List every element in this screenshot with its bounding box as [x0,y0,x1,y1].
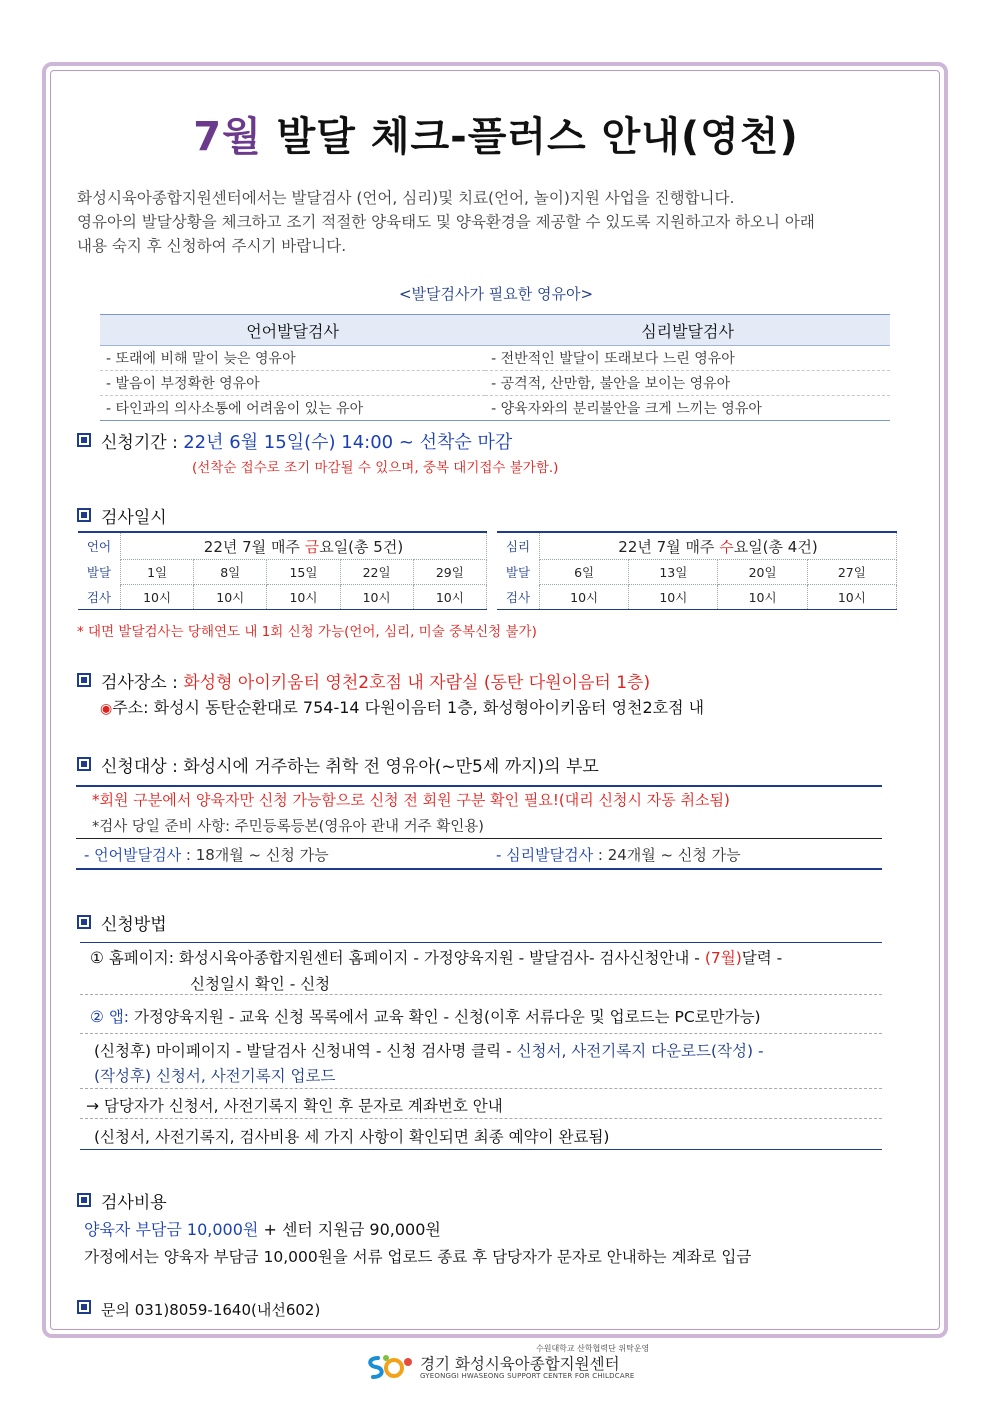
schedule-side: 발달 [86,565,112,580]
cost-line-1 [84,1217,441,1240]
need-cell: - 양육자와의 분리불안을 크게 느끼는 영유아 [485,396,890,421]
cost-parent-share: 양육자 부담금 10,000원 [84,1220,259,1239]
date-cell: 6일 [540,560,629,585]
cost-heading [77,1188,167,1213]
need-cell: - 공격적, 산만함, 불안을 보이는 영유아 [485,371,890,396]
method-1-text: ① 홈페이지: 화성시육아종합지원센터 홈페이지 - 가정양육지원 - 발달검사- 검사신청안내 - [90,949,705,967]
square-bullet-icon [77,433,91,447]
schedule-header-day: 금 [304,537,320,556]
cost-line-2: 가정에서는 양육자 부담금 10,000원을 서류 업로드 종료 후 담당자가 문자로 안내하는 계좌로 입금 [84,1248,752,1266]
schedule-header-pre: 22년 7월 매주 [203,537,305,556]
target-psy-age: : 24개월 ~ 신청 가능 [593,846,741,864]
target-note-1: *회원 구분에서 양육자만 신청 가능함으로 신청 전 회원 구분 확인 필요!(대리 신청시 자동 취소됨) [92,791,730,809]
method-4: → 담당자가 신청서, 사전기록지 확인 후 문자로 계좌번호 안내 [86,1097,503,1115]
apply-period-value: 22년 6월 15일(수) 14:00 ~ 선착순 마감 [183,432,513,453]
apply-period-label: 신청기간 : [101,433,178,453]
need-table [100,314,890,421]
date-cell: 8일 [194,560,267,585]
divider [76,785,882,787]
address-label: 주소: [112,698,149,717]
schedule-table-psy [497,531,897,610]
time-cell: 10시 [194,585,267,610]
title-text: 발달 체크-플러스 안내(영천) [276,114,799,160]
time-cell: 10시 [807,585,896,610]
method-1-month: (7월) [704,949,742,967]
method-2-text: 가정양육지원 - 교육 신청 목록에서 교육 확인 - 신청(이후 서류다운 및 업로드는 PC로만가능) [129,1008,761,1026]
schedule-side: 검사 [505,589,531,605]
radio-dot-icon: ◉ [100,701,113,717]
footer-operator: 수원대학교 산학협력단 위탁운영 [536,1344,650,1353]
contact [77,1299,320,1320]
date-cell: 1일 [121,560,194,585]
need-cell: - 또래에 비해 말이 늦은 영유아 [100,346,485,371]
schedule-header-pre: 22년 7월 매주 [618,537,720,556]
date-cell: 13일 [629,560,718,585]
table-row [100,371,890,396]
address-value: 화성시 동탄순환대로 754-14 다원이음터 1층, 화성형아이키움터 영천2호점 내 [153,698,705,717]
schedule-header-post: 요일(총 5건) [319,537,404,556]
schedule-header-day: 수 [719,537,734,556]
time-cell: 10시 [121,585,194,610]
divider [76,838,882,839]
date-cell: 22일 [340,560,413,585]
date-cell: 27일 [807,560,896,585]
need-heading: <발달검사가 필요한 영유아> [398,285,594,303]
method-5: (신청서, 사전기록지, 검사비용 세 가지 사항이 확인되면 최종 예약이 완료됨) [94,1128,610,1146]
target [77,752,599,777]
table-row [100,346,890,371]
footer-center-name: 경기 화성시육아종합지원센터 [420,1355,620,1373]
contact-text: 문의 031)8059-1640(내선602) [101,1301,321,1319]
divider [80,1088,882,1089]
date-cell: 20일 [718,560,807,585]
cost-center-share: + 센터 지원금 90,000원 [258,1220,441,1239]
intro-line-2: 영유아의 발달상황을 체크하고 조기 적절한 양육태도 및 양육환경을 제공할 수 있도록 지원하고자 하오니 아래 [77,213,815,231]
title-month: 7월 [193,114,262,160]
intro-line-3: 내용 숙지 후 신청하여 주시기 바랍니다. [77,237,347,255]
schedule-label: 검사일시 [101,508,167,528]
square-bullet-icon [77,673,91,687]
square-bullet-icon [77,915,91,929]
square-bullet-icon [77,1193,91,1207]
schedule-heading [77,503,167,528]
method-3 [94,1039,764,1061]
place-address [100,695,704,718]
method-2 [90,1005,761,1027]
place-value: 화성형 아이키움터 영천2호점 내 자람실 (동탄 다원이음터 1층) [183,673,651,693]
method-3-text: (신청후) 마이페이지 - 발달검사 신청내역 - 신청 검사명 클릭 - [94,1042,517,1060]
page-title [0,105,992,162]
place-label: 검사장소 : [101,673,178,693]
target-psy-name: - 심리발달검사 [496,846,594,864]
schedule-side: 언어 [86,539,112,555]
method-label: 신청방법 [101,915,167,935]
need-cell: - 타인과의 의사소통에 어려움이 있는 유아 [100,396,485,421]
time-cell: 10시 [413,585,486,610]
apply-period [77,428,512,454]
footer-center-eng: GYEONGGI HWASEONG SUPPORT CENTER FOR CHILDCARE [420,1372,635,1380]
divider [80,994,882,995]
schedule-header [121,532,487,560]
intro-line-1: 화성시육아종합지원센터에서는 발달검사 (언어, 심리)및 치료(언어, 놀이)지원 사업을 진행합니다. [77,189,735,207]
target-value: 화성시에 거주하는 취학 전 영유아(~만5세 까지)의 부모 [183,757,599,777]
date-cell: 15일 [267,560,340,585]
time-cell: 10시 [540,585,629,610]
need-cell: - 전반적인 발달이 또래보다 느린 영유아 [485,346,890,371]
date-cell: 29일 [413,560,486,585]
schedule-side: 심리 [505,539,531,555]
center-logo-icon [364,1352,416,1382]
need-cell: - 발음이 부정확한 영유아 [100,371,485,396]
schedule-header-post: 요일(총 4건) [733,537,818,556]
cost-label: 검사비용 [101,1193,167,1213]
square-bullet-icon [77,1300,91,1314]
target-lang-name: - 언어발달검사 [84,846,182,864]
divider [80,1118,882,1119]
time-cell: 10시 [629,585,718,610]
method-2-label: ② 앱: [90,1008,130,1026]
target-lang-age: : 18개월 ~ 신청 가능 [181,846,329,864]
target-lang [84,844,329,865]
target-note-2: *검사 당일 준비 사항: 주민등록등본(영유아 관내 거주 확인용) [92,819,484,835]
table-row [100,396,890,421]
time-cell: 10시 [718,585,807,610]
method-3-download: 신청서, 사전기록지 다운로드(작성) - [516,1042,764,1060]
method-heading [77,910,167,935]
method-1-text-b: 달력 - [741,949,783,967]
square-bullet-icon [77,757,91,771]
schedule-header [540,532,897,560]
method-3-upload: (작성후) 신청서, 사전기록지 업로드 [94,1067,336,1085]
need-col-psy: 심리발달검사 [485,315,890,346]
place [77,668,650,693]
divider [80,1149,882,1150]
method-1 [90,946,782,968]
need-col-lang: 언어발달검사 [100,315,485,346]
divider [80,942,882,943]
schedule-note: * 대면 발달검사는 당해연도 내 1회 신청 가능(언어, 심리, 미술 중복신청 불가) [77,624,537,640]
target-label: 신청대상 : [101,757,178,777]
method-1-cont: 신청일시 확인 - 신청 [190,975,331,993]
time-cell: 10시 [267,585,340,610]
schedule-side: 검사 [86,589,112,605]
target-psy [496,844,741,865]
time-cell: 10시 [340,585,413,610]
square-bullet-icon [77,508,91,522]
apply-period-note: (선착순 접수로 조기 마감될 수 있으며, 중복 대기접수 불가함.) [192,460,559,476]
divider [80,1033,882,1034]
schedule-side: 발달 [505,565,531,580]
divider [76,868,882,870]
schedule-table-lang [78,531,487,610]
